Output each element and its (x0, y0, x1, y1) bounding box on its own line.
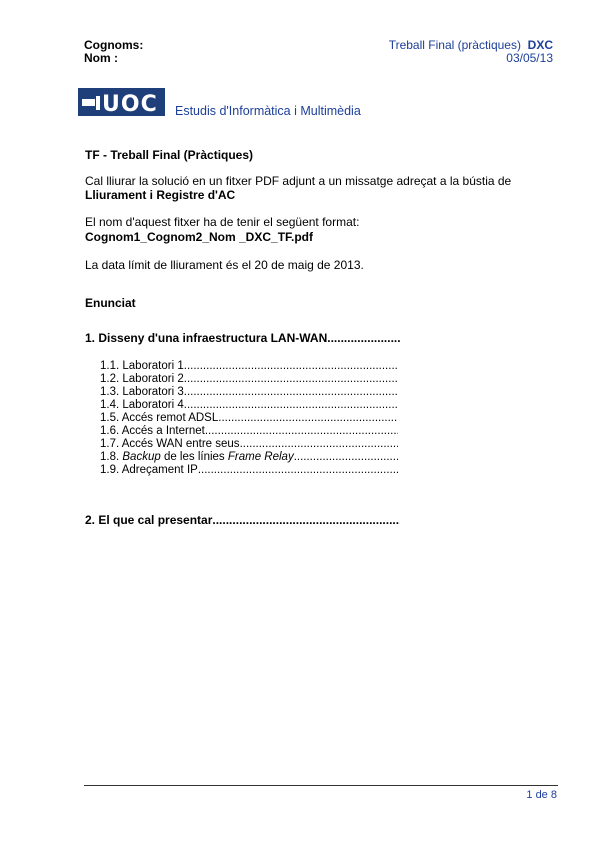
toc-item (100, 399, 398, 412)
toc-section-2-label: 2. El que cal presentar (85, 513, 213, 527)
toc-leader (205, 425, 398, 438)
toc-item (100, 451, 398, 464)
toc-section-1-label: 1. Disseny d'una infraestructura LAN-WAN (85, 331, 328, 345)
format-line: El nom d'aquest fitxer ha de tenir el següent format: (85, 215, 360, 229)
toc-item (100, 464, 398, 477)
toc-section-2 (85, 513, 400, 527)
toc-item-label: 1.6. Accés a Internet (100, 425, 205, 437)
toc-item-label: 1.1. Laboratori 1 (100, 360, 184, 372)
toc-leader (184, 360, 398, 373)
toc-leader (198, 464, 398, 477)
toc-item (100, 360, 398, 373)
toc-item (100, 373, 398, 386)
toc-item (100, 425, 398, 438)
deadline-text: La data límit de lliurament és el 20 de maig de 2013. (85, 258, 364, 272)
page-number: 1 de 8 (526, 789, 557, 801)
uoc-logo-icon (78, 88, 165, 116)
toc-leader (184, 386, 398, 399)
toc-leader (184, 399, 398, 412)
toc-item (100, 412, 398, 425)
document-date: 03/05/13 (506, 51, 553, 65)
toc-item-label: 1.8. Backup de les línies Frame Relay (100, 451, 294, 463)
toc-leader (212, 513, 400, 527)
toc-item (100, 438, 398, 451)
toc-leader (218, 412, 398, 425)
name-label: Nom : (84, 51, 118, 65)
toc-section-1 (85, 331, 400, 345)
course-code: DXC (527, 38, 553, 52)
format-example: Cognom1_Cognom2_Nom _DXC_TF.pdf (85, 230, 314, 244)
toc-item-label: 1.3. Laboratori 3 (100, 386, 184, 398)
uoc-logo (78, 88, 165, 116)
toc-leader (240, 438, 398, 451)
header-course (389, 39, 553, 65)
toc-item-label: 1.7. Accés WAN entre seus (100, 438, 240, 450)
uoc-logo-text: UOC (102, 92, 158, 116)
intro-line-2: Lliurament i Registre d'AC (85, 188, 236, 202)
course-title: Treball Final (pràctiques) (388, 38, 521, 52)
header-labels (84, 39, 143, 65)
toc-item-label: 1.9. Adreçament IP (100, 464, 198, 476)
toc-item-label: 1.4. Laboratori 4 (100, 399, 184, 411)
footer-divider (84, 785, 558, 786)
toc-item-label: 1.2. Laboratori 2 (100, 373, 184, 385)
logo-subtitle: Estudis d'Informàtica i Multimèdia (175, 104, 361, 118)
intro-line-1: Cal lliurar la solució en un fitxer PDF adjunt a un missatge adreçat a la bústia de (85, 174, 512, 188)
statement-heading: Enunciat (85, 296, 136, 310)
toc-leader (294, 451, 398, 464)
toc-leader (184, 373, 398, 386)
toc-leader (327, 331, 400, 345)
surname-label: Cognoms: (84, 38, 144, 52)
document-title: TF - Treball Final (Pràctiques) (85, 148, 254, 162)
toc-item-label: 1.5. Accés remot ADSL (100, 412, 219, 424)
toc-item (100, 386, 398, 399)
